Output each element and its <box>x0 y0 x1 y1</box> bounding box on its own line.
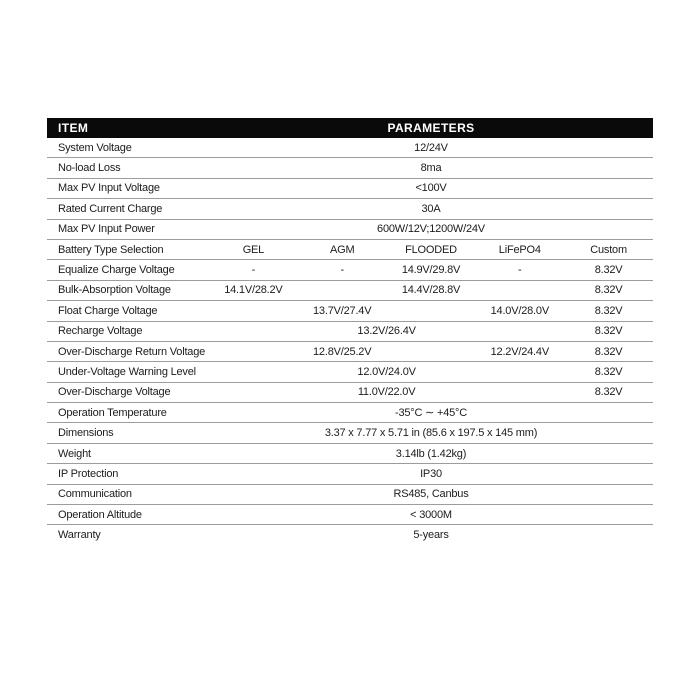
spec-label: Warranty <box>58 529 101 542</box>
spec-value: 12.2V/24.4V <box>490 345 549 358</box>
spec-values <box>209 260 653 279</box>
spec-value: 8.32V <box>594 264 623 277</box>
spec-value: 12.0V/24.0V <box>357 365 416 378</box>
spec-label: Bulk-Absorption Voltage <box>58 284 171 297</box>
spec-label: Equalize Charge Voltage <box>58 264 175 277</box>
spec-values <box>209 199 653 218</box>
table-row <box>47 362 653 382</box>
spec-value: <100V <box>415 182 447 195</box>
spec-value: 5-years <box>413 529 449 542</box>
spec-values <box>209 444 653 463</box>
table-row <box>47 240 653 260</box>
battery-type-column: AGM <box>329 243 355 256</box>
spec-value: 8.32V <box>594 284 623 297</box>
spec-values <box>209 423 653 442</box>
spec-values <box>209 240 653 259</box>
spec-values <box>209 485 653 504</box>
battery-type-column: LiFePO4 <box>498 243 541 256</box>
spec-label: No-load Loss <box>58 162 121 175</box>
spec-label: Dimensions <box>58 427 114 440</box>
table-row <box>47 281 653 301</box>
spec-label: Max PV Input Voltage <box>58 182 160 195</box>
spec-value: -35°C ∼ +45°C <box>395 407 467 420</box>
table-row <box>47 525 653 544</box>
spec-value: 14.4V/28.8V <box>401 284 461 297</box>
table-row <box>47 260 653 280</box>
spec-value: 3.37 x 7.77 x 5.71 in (85.6 x 197.5 x 145 mm) <box>324 427 538 440</box>
spec-values <box>209 281 653 300</box>
table-row <box>47 464 653 484</box>
spec-values <box>209 322 653 341</box>
spec-label: System Voltage <box>58 141 132 154</box>
table-row <box>47 423 653 443</box>
spec-value: RS485, Canbus <box>393 488 469 501</box>
spec-value: 12.8V/25.2V <box>313 345 372 358</box>
spec-values <box>209 138 653 157</box>
spec-value: 8.32V <box>594 365 623 378</box>
spec-value: 14.9V/29.8V <box>401 264 461 277</box>
table-row <box>47 505 653 525</box>
table-row <box>47 138 653 158</box>
item-column-header: ITEM <box>58 121 89 135</box>
spec-label: Under-Voltage Warning Level <box>58 365 196 378</box>
battery-type-column: Custom <box>590 243 627 256</box>
spec-value: 8ma <box>420 162 442 175</box>
spec-value: IP30 <box>420 467 442 480</box>
spec-value: 13.2V/26.4V <box>357 325 416 338</box>
spec-label: IP Protection <box>58 467 119 480</box>
spec-value: 11.0V/22.0V <box>357 386 416 399</box>
spec-values <box>209 158 653 177</box>
spec-value: 8.32V <box>594 386 623 399</box>
table-row <box>47 342 653 362</box>
spec-value: 13.7V/27.4V <box>313 304 372 317</box>
spec-label: Max PV Input Power <box>58 223 155 236</box>
spec-label: Weight <box>58 447 91 460</box>
spec-values <box>209 362 653 381</box>
spec-label: Operation Temperature <box>58 406 167 419</box>
spec-label: Battery Type Selection <box>58 243 164 256</box>
battery-type-column: FLOODED <box>405 243 457 256</box>
table-row <box>47 444 653 464</box>
spec-value: < 3000M <box>410 508 452 521</box>
table-header-bar <box>47 118 653 138</box>
table-row <box>47 301 653 321</box>
spec-value: 8.32V <box>594 304 623 317</box>
spec-label: Communication <box>58 488 132 501</box>
spec-value: 3.14lb (1.42kg) <box>395 447 467 460</box>
spec-value: 30A <box>421 202 441 215</box>
spec-value: 14.1V/28.2V <box>224 284 283 297</box>
spec-table <box>47 118 653 545</box>
table-row <box>47 199 653 219</box>
spec-values <box>209 525 653 544</box>
spec-values <box>209 505 653 524</box>
table-row <box>47 322 653 342</box>
table-row <box>47 403 653 423</box>
spec-label: Rated Current Charge <box>58 202 163 215</box>
spec-values <box>209 403 653 422</box>
table-row <box>47 220 653 240</box>
spec-value: 14.0V/28.0V <box>490 304 549 317</box>
spec-value: - <box>518 264 522 277</box>
spec-label: Operation Altitude <box>58 508 142 521</box>
spec-value: 12/24V <box>414 141 448 154</box>
spec-rows <box>47 138 653 545</box>
spec-value: 600W/12V;1200W/24V <box>377 223 485 236</box>
table-row <box>47 158 653 178</box>
table-row <box>47 383 653 403</box>
table-row <box>47 179 653 199</box>
spec-label: Over-Discharge Voltage <box>58 386 171 399</box>
battery-type-column: GEL <box>242 243 265 256</box>
spec-values <box>209 220 653 239</box>
spec-label: Over-Discharge Return Voltage <box>58 345 206 358</box>
table-row <box>47 485 653 505</box>
parameters-column-header: PARAMETERS <box>387 121 475 135</box>
spec-value: - <box>340 264 344 277</box>
spec-label: Recharge Voltage <box>58 325 143 338</box>
spec-values <box>209 342 653 361</box>
spec-value: 8.32V <box>594 345 623 358</box>
spec-values <box>209 179 653 198</box>
spec-value: - <box>251 264 256 277</box>
spec-value: 8.32V <box>594 325 623 338</box>
spec-label: Float Charge Voltage <box>58 304 158 317</box>
spec-values <box>209 383 653 402</box>
spec-values <box>209 464 653 483</box>
spec-values <box>209 301 653 320</box>
